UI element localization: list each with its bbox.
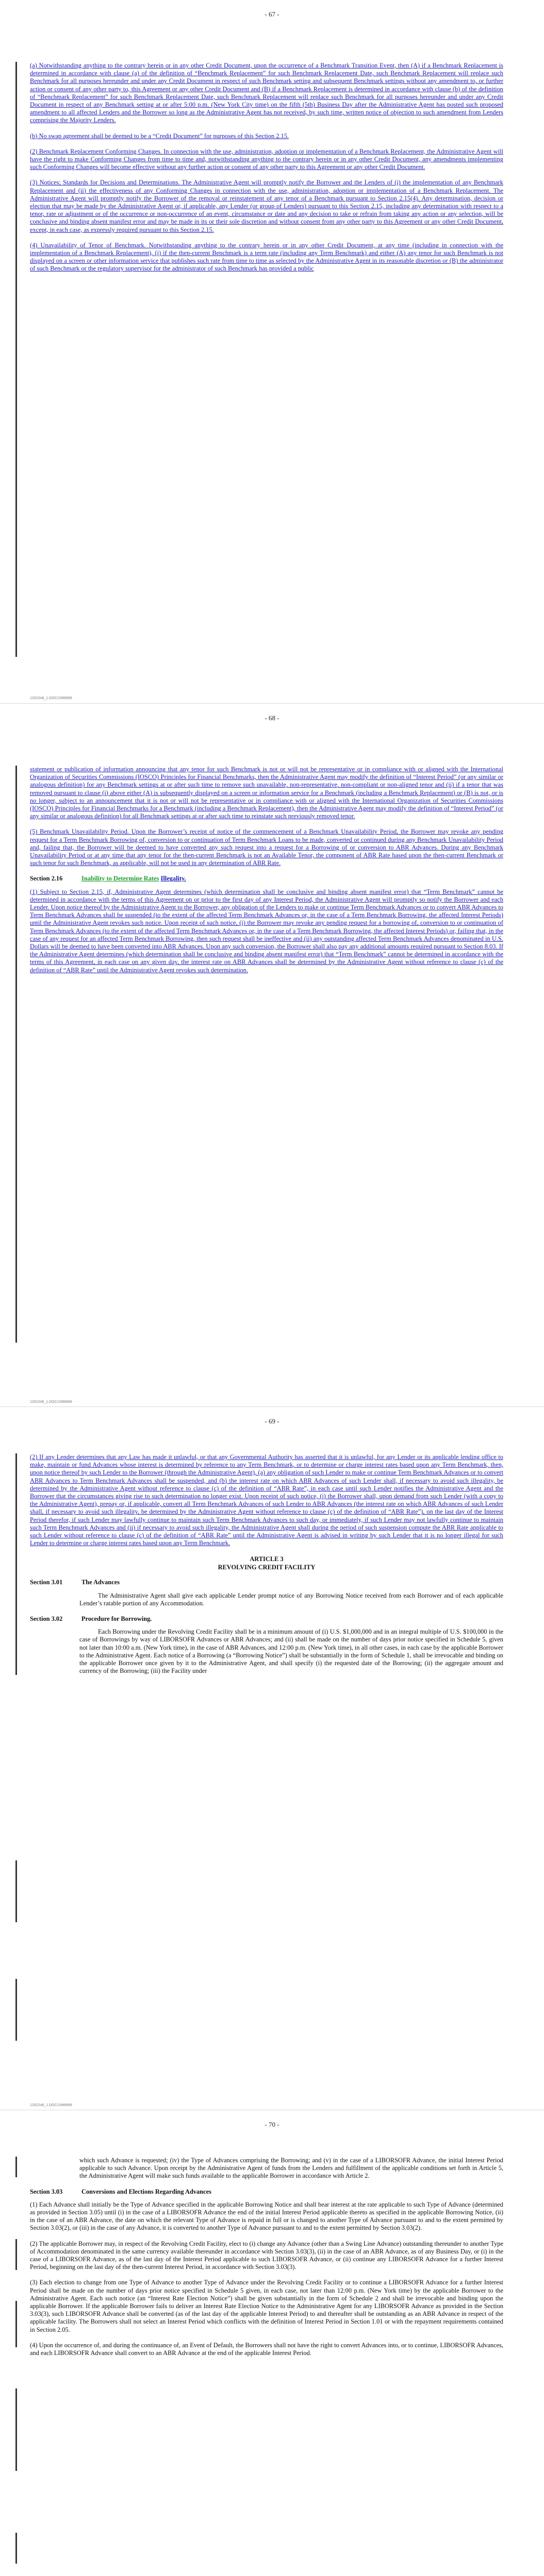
paragraph-3-03-2: (2) The applicable Borrower may, in respect of the Revolving Credit Facility, elect to (i) change any Advance (other than a Swing Line Advance) outstanding thereunder to another Type of Accommodation denominated in the same currency available thereunder in accordance with Section 3.03(3), (ii) in the case of an ABR Advance, as of any Business Day, or (i) in the case of a LIBORSOFR Advance, as of the last day of the Interest Period applicable to such LIBORSOFR Advance, or (ii) continue any LIBORSOFR Advance for a further Interest Period, beginning on the last day of the then-current Interest Period, in accordance with Section 3.03(3).: [30, 2240, 503, 2271]
paragraph-2-16-2: (2) If any Lender determines that any Law has made it unlawful, or that any Governmental Authority has asserted that it is unlawful, for any Lender or its applicable lending office to make, maintain or fund Advances whose interest is determined by reference to any Term Benchmark, or to determine or charge interest rates based upon any Term Benchmark, then, upon notice thereof by such Lender to the Borrower (through the Administrative Agent), (a) any obligation of such Lender to make or continue Term Benchmark Advances or to convert ABR Advances to Term Benchmark Advances shall be suspended, and (b) the interest rate on which ABR Advances of such Lender shall, if necessary to avoid such illegality, be determined by the Administrative Agent without reference to clause (c) of the definition of “ABR Rate”, in each case until such Lender notifies the Administrative Agent and the Borrower that the circumstances giving rise to such determination no longer exist. Upon receipt of such notice, (i) the Borrower shall, upon demand from such Lender (with a copy to the Administrative Agent), prepay or, if applicable, convert all Term Benchmark Advances of such Lender to ABR Advances (the interest rate on which ABR Advances of such Lender shall, if necessary to avoid such illegality, be determined by the Administrative Agent without reference to clause (c) of the definition of “ABR Rate”), on the last day of the Interest Period therefor, if such Lender may lawfully continue to maintain such Term Benchmark Advances to such day, or immediately, if such Lender may not lawfully continue to maintain such Term Benchmark Advances and (ii) if necessary to avoid such illegality, the Administrative Agent shall during the period of such suspension compute the ABR Rate applicable to such Lender without reference to clause (c) of the definition of “ABR Rate” until the Administrative Agent is advised in writing by such Lender that it is no longer illegal for such Lender to determine or charge interest rates based upon any Term Benchmark.: [30, 1453, 503, 1547]
page-68-body: [30, 766, 503, 982]
paragraph-2-15-4: (4) Unavailability of Tenor of Benchmark. Notwithstanding anything to the contrary herein or in any other Credit Document, at any time (including in connection with the implementation of a Benchmark Replacement), (i) if the then-current Benchmark is a term rate (including any Term Benchmark) and either (A) any tenor for such Benchmark is not displayed on a screen or other information service that publishes such rate from time to time as selected by the Administrative Agent in its reasonable discretion or (B) the administrator of such Benchmark or the regulatory supervisor for the administrator of such Benchmark has provided a public: [30, 241, 503, 273]
change-bar: [15, 1979, 17, 2041]
section-3-02-continued: [30, 2157, 503, 2180]
paragraph-2-15-5: (5) Benchmark Unavailability Period. Upon the Borrower’s receipt of notice of the commencement of a Benchmark Unavailability Period, the Borrower may revoke any pending request for a Term Benchmark Borrowing of, conversion to or continuation of Term Benchmark Loans to be made, converted or continued during any Benchmark Unavailability Period and, failing that, the Borrower will be deemed to have converted any such request into a request for a Borrowing of or conversion to ABR Advances. During any Benchmark Unavailability Period or at any time that any tenor for the then-current Benchmark is not an Available Tenor, the component of ABR Rate based upon the then-current Benchmark or such tenor for such Benchmark, as applicable, will not be used in any determination of ABR Rate.: [30, 828, 503, 867]
page-number: - 70 -: [265, 2121, 279, 2128]
paragraph-3-03-1: (1) Each Advance shall initially be the Type of Advance specified in the applicable Borrowing Notice and shall bear interest at the rate applicable to such Type of Advance (determined as provided in Section 3.05) until (i) in the case of a LIBORSOFR Advance the end of the initial Interest Period applicable thereto as specified in the applicable Borrowing Notice, (ii) in the case of an ABR Advance, the date on which the relevant Type of Advance is repaid in full or is changed to another Type of Advance pursuant to and to the extent permitted by Section 3.03(2), or (iii) in the case of any Advance, it is converted to another Type of Advance pursuant to and to the extent permitted by Section 3.03(2).: [30, 2200, 503, 2232]
section-3-02-text: Each Borrowing under the Revolving Credit Facility shall be in a minimum amount of (i) U.S. $1,000,000 and in an integral multiple of U.S. $100,000 in the case of Borrowings by way of LIBORSOFR Advances or ABR Advances; and (ii) shall be made on the number of days prior notice specified in Schedule 5, given not later than 10:00 a.m. (New York time), in the case of ABR Advances, and 12:00 p.m. (New York time), in all other cases, in each case by the applicable Borrower to the Administrative Agent. Each notice of a Borrowing (a “Borrowing Notice”) shall be substantially in the form of Schedule 1, shall be irrevocable and binding on the applicable Borrower once given by it to the Administrative Agent, and shall specify (i) the requested date of the Borrowing; (ii) the aggregate amount and currency of the Borrowing; (iii) the Facility under: [79, 1628, 503, 1675]
page-67: [0, 0, 544, 703]
section-title: [81, 875, 186, 883]
section-3-03-heading: [30, 2188, 503, 2196]
paragraph-2-15-1-b: (b) No swap agreement shall be deemed to be a “Credit Document” for purposes of this Section 2.15.: [30, 132, 289, 140]
section-3-02-body: [30, 1628, 503, 1675]
change-bar: [15, 2388, 17, 2471]
article-heading: [30, 1555, 503, 1571]
paragraph-3-03-3: (3) Each election to change from one Type of Advance to another Type of Advance under the Revolving Credit Facility or to continue a LIBORSOFR Advance for a further Interest Period shall be made on the number of days prior notice specified in Schedule 5 given, in each case, not later than 12:00 p.m. (New York time) by the applicable Borrower to the Administrative Agent. Each such notice (an “Interest Rate Election Notice”) shall be given substantially in the form of Schedule 2 and shall be irrevocable and binding upon the applicable Borrower. If the applicable Borrower fails to deliver an Interest Rate Election Notice to the Administrative Agent for any LIBORSOFR Advance as provided in the Section 3.03(3), such LIBORSOFR Advance shall be converted (as of the last day of the applicable Interest Period) to and thereafter shall be outstanding as an ABR Advance in respect of the applicable facility. The Borrowers shall not select an Interest Period which conflicts with the definition of Interest Period in Section 1.01 or with the repayment requirements contained in Section 2.05.: [30, 2279, 503, 2333]
page-70-body: [30, 2157, 503, 2365]
change-bar: [15, 2533, 17, 2564]
paragraph-3-03-4: (4) Upon the occurrence of, and during the continuance of, an Event of Default, the Borrowers shall not have the right to convert Advances into, or to continue, LIBORSOFR Advances, and each LIBORSOFR Advance shall convert to an ABR Advance at the end of the applicable Interest Period.: [30, 2341, 503, 2357]
section-3-01-text: The Administrative Agent shall give each applicable Lender prompt notice of any Borrowing Notice received from each Borrower and of each applicable Lender’s ratable portion of any Accommodation.: [79, 1591, 503, 1607]
page-number: - 69 -: [265, 1417, 279, 1425]
change-bar: [15, 62, 17, 657]
article-title: REVOLVING CREDIT FACILITY: [218, 1564, 316, 1571]
section-title: The Advances: [81, 1579, 120, 1586]
page-70: [0, 2110, 544, 2576]
change-bar: [15, 766, 17, 1343]
section-3-01-heading: [30, 1579, 503, 1586]
section-number: Section 3.02: [30, 1615, 63, 1623]
change-bar: [15, 2239, 17, 2270]
section-title-inserted: Inability to Determine Rates: [81, 875, 159, 883]
section-number: Section 3.01: [30, 1579, 63, 1586]
paragraph-2-15-3: (3) Notices; Standards for Decisions and Determinations. The Administrative Agent will promptly notify the Borrower and the Lenders of (i) the implementation of any Benchmark Replacement and (ii) the effectiveness of any Conforming Changes in connection with the use, administration, adoption or implementation of a Benchmark Replacement. The Administrative Agent will promptly notify the Borrower of the removal or reinstatement of any tenor of a Benchmark pursuant to Section 2.15(4). Any determination, decision or election that may be made by the Administrative Agent or, if applicable, any Lender (or group of Lenders) pursuant to this Section 2.15, including any determination with respect to a tenor, rate or adjustment or of the occurrence or non-occurrence of an event, circumstance or date and any decision to take or refrain from taking any action or any selection, will be conclusive and binding absent manifest error and may be made in its or their sole discretion and without consent from any other party to this Agreement or any other Credit Document, except, in each case, as expressly required pursuant to this Section 2.15.: [30, 179, 503, 233]
page-69-body: [30, 1453, 503, 1683]
footer-doc-id: 1202248_1.DOC/1999999: [30, 1400, 72, 1404]
page-number: - 68 -: [265, 714, 279, 722]
paragraph-2-15-2: (2) Benchmark Replacement Conforming Changes. In connection with the use, administration, adoption or implementation of a Benchmark Replacement, the Administrative Agent will have the right to make Conforming Changes from time to time and, notwithstanding anything to the contrary herein or in any other Credit Document, any amendments implementing such Conforming Changes will become effective without any further action or consent of any other party to this Agreement or any other Credit Document.: [30, 147, 503, 171]
section-3-02-heading: [30, 1615, 503, 1623]
section-3-02-continued-text: which such Advance is requested; (iv) the Type of Advances comprising the Borrowing; and (v) in the case of a LIBORSOFR Advance, the initial Interest Period applicable to such Advance. Upon receipt by the Administrative Agent of funds from the Lenders and fulfillment of the applicable conditions set forth in Article 5, the Administrative Agent will make such funds available to the applicable Borrower in accordance with Article 2.: [79, 2157, 503, 2180]
paragraph-2-16-1: (1) Subject to Section 2.15, if, Administrative Agent determines (which determination shall be conclusive and binding absent manifest error) that “Term Benchmark” cannot be determined in accordance with the terms of this Agreement on or prior to the first day of any Interest Period, the Administrative Agent will promptly so notify the Borrower and each Lender. Upon notice thereof by the Administrative Agent to the Borrower, any obligation of the Lenders to make or continue Term Benchmark Advances or to convert ABR Advances to Term Benchmark Advances shall be suspended (to the extent of the affected Term Benchmark Advances or, in the case of a Term Benchmark Borrowing, the affected Interest Periods) until the Administrative Agent revokes such notice. Upon receipt of such notice, (i) the Borrower may revoke any pending request for a borrowing of, conversion to or continuation of Term Benchmark Advances (to the extent of the affected Term Benchmark Advances or, in the case of a Term Benchmark Borrowing, the affected Interest Periods) or, failing that, in the case of any request for an affected Term Benchmark Borrowing, then such request shall be ineffective and (ii) any outstanding affected Term Benchmark Advances denominated in U.S. Dollars will be deemed to have been converted into ABR Advances. Upon any such conversion, the Borrower shall also pay any additional amounts required pursuant to Section 8.03. If the Administrative Agent determines (which determination shall be conclusive and binding absent manifest error) that “Term Benchmark” cannot be determined in accordance with the terms of this Agreement, in each case on any given day, the interest rate on ABR Advances shall be determined by the Administrative Agent without reference to clause (c) of the definition of “ABR Rate” until the Administrative Agent revokes such determination.: [30, 888, 503, 974]
page-67-body: [30, 62, 503, 281]
section-title: Procedure for Borrowing.: [81, 1615, 152, 1623]
section-number: Section 3.03: [30, 2188, 63, 2195]
section-title: Conversions and Elections Regarding Advances: [81, 2188, 211, 2195]
change-bar: [15, 1453, 17, 1675]
section-3-01-body: [30, 1592, 503, 1607]
change-bar: [15, 2301, 17, 2347]
section-2-16-heading: [30, 875, 503, 883]
paragraph-continued: statement or publication of information announcing that any tenor for such Benchmark is not or will not be representative or in compliance with or aligned with the International Organization of Securities Commissions (IOSCO) Principles for Financial Benchmarks, then the Administrative Agent may modify the definition of “Interest Period” (or any similar or analogous definition) for any Benchmark settings at or after such time to remove such unavailable, non-representative, non-compliant or non-aligned tenor and (ii) if a tenor that was removed pursuant to clause (i) above either (A) is subsequently displayed on a screen or information service for a Benchmark (including a Benchmark Replacement) or (B) is not, or is no longer, subject to an announcement that it is not or will not be representative or in compliance with or aligned with the International Organization of Securities Commissions (IOSCO) Principles for Financial Benchmarks for a Benchmark (including a Benchmark Replacement), then the Administrative Agent may modify the definition of “Interest Period” (or any similar or analogous definition) for all Benchmark settings at or after such time to reinstate such previously removed tenor.: [30, 766, 503, 820]
article-number: ARTICLE 3: [250, 1555, 284, 1563]
section-title-tail: Illegality.: [160, 875, 186, 883]
page-69: [0, 1406, 544, 2110]
paragraph-2-15-1-a: (a) Notwithstanding anything to the contrary herein or in any other Credit Document, upon the occurrence of a Benchmark Transition Event, then (A) if a Benchmark Replacement is determined in accordance with clause (a) of the definition of “Benchmark Replacement” for such Benchmark Replacement Date, such Benchmark Replacement will replace such Benchmark for all purposes hereunder and under any Credit Document in respect of such Benchmark setting and subsequent Benchmark settings without any amendment to, or further action or consent of any other party to, this Agreement or any other Credit Document and (B) if a Benchmark Replacement is determined in accordance with clause (b) of the definition of “Benchmark Replacement” for such Benchmark Replacement Date, such Benchmark Replacement will replace such Benchmark for all purposes hereunder and under any Credit Document in respect of any Benchmark setting at or after 5:00 p.m. (New York City time) on the fifth (5th) Business Day after the Administrative Agent has posted such proposed amendment to all affected Lenders and the Borrower so long as the Administrative Agent has not received, by such time, written notice of objection to such amendment from Lenders comprising the Majority Lenders.: [30, 62, 503, 124]
change-bar: [15, 1860, 17, 1922]
footer-doc-id: 1202248_1.DOC/1999999: [30, 2104, 72, 2107]
change-bar: [15, 2157, 17, 2177]
footer-doc-id: 1202248_1.DOC/1999999: [30, 697, 72, 700]
page-68: [0, 703, 544, 1407]
section-number: Section 2.16: [30, 875, 63, 883]
page-number: - 67 -: [265, 10, 279, 18]
